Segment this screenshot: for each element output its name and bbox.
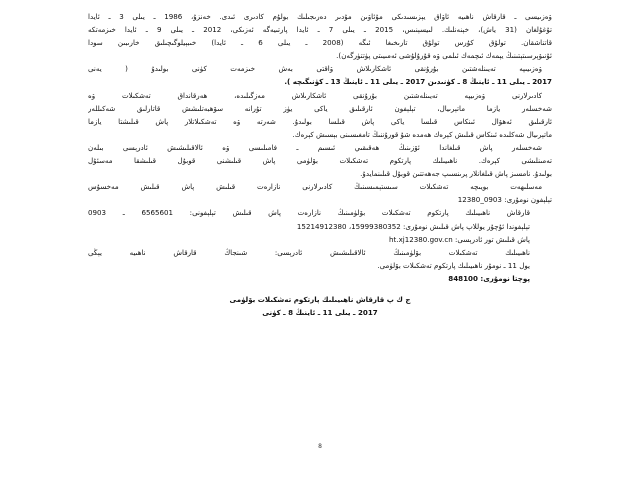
text-line: 2017 ـ يىلى 11 ـ ئاينىڭ 8 ـ كۈنىدىن 2017 ـ يىلى 11 ـ ئاينىڭ 13 ـ كۈنىگىچە ). xyxy=(284,77,552,87)
document-page xyxy=(88,10,552,470)
text-line: تېلېفوندا ئۇچۇر يوللاپ پاش قىلىش نومۇرى: 15999380352، 15214912380 xyxy=(296,221,530,231)
text-line: مەسلىھەت بويىچە تەشكىلات سىستېمىسىنىڭ كادىرلارنى نازارەت قىلىش پاش قىلىش مەخسۇس xyxy=(88,182,542,192)
text-line: ناھىيىلىك تەشكىلات بۆلۈمىنىڭ ئالاقىلىشىش ئادرېسى: شىنجاڭ قارقاش ناھىيە يېڭى xyxy=(88,247,530,257)
signature-issuer: ج ك پ قارقاش ناھىيىلىك پارتكوم تەشكىلات بۆلۈمى xyxy=(229,294,411,304)
text-line: شەخسلەر يازما ماتېرىيال، تېلېفون ئارقىلىق ياكى يۈز تۇرانە سۆھبەتلىشش قاتارلىق شەكىللەر xyxy=(88,103,552,113)
text-line: كادىرلارنى ۋەزىيپە تەيىنلەشتىن بۇرۇنقى ئاشكارىلاش مەزگىلىدە، ھەرقانداق تەشكىلات ۋە xyxy=(88,90,542,100)
text-line: يول 11 ـ نومۇر ناھىيىلىك پارتكوم تەشكىلات بۆلۈمى. xyxy=(377,260,530,270)
text-line: تەمىنلىشى كېرەك. ناھىيىلىك پارتكوم تەشكىلات بۆلۈمى پاش قىلىشنى قوبۇل قىلىشقا مەسئۇل xyxy=(88,156,552,166)
signature-date: 2017 ـ يىلى 11 ـ ئاينىڭ 8 ـ كۈنى xyxy=(262,308,378,318)
text-line: ۋەزىيسى ـ قارقاش ناھىيە ئاۋاق يېزىسىدىكى مۇئاۋىن مۇدىر دەرىجىلىك بولۇم كادىرى ئىدى. خەنزۇ، 1986 ـ يىلى 3 ـ ئايدا xyxy=(88,12,552,21)
text-line: شەخسلەر پاش قىلغاندا ئۆزىنىڭ ھەقىقىي ئىسىم ـ فامىلىسى ۋە ئالاقىلىشىش ئادرېسى بىلەن xyxy=(88,142,542,152)
document-body xyxy=(88,10,552,285)
text-line: قاتناشقان. تولۇق كۇرس تولۇق تارىخىغا ئىگە (2008 ـ يىلى 6 ـ ئايدا) خىبېيلوگىچىلىق خارىبىن سودا xyxy=(88,38,552,48)
text-line: قارقاش ناھىيىلىك پارتكوم تەشكىلات بۆلۈمىنىڭ نازارەت پاش قىلىش تېلېفونى: 6565601 ـ 0903 xyxy=(88,208,530,218)
text-line: ئارقىلىق ئەھۋال ئىنكاس قىلسا ياكى پاش قىلسا بولىدۇ. شەرتە ۋە تەشكىلاتلار پاش قىلىشتا يازما xyxy=(88,116,552,126)
text-line: بولىدۇ. نامسىز پاش قىلغانلار پرىنسىپ جەھەتتىن قوبۇل قىلىنمايدۇ. xyxy=(360,169,552,179)
text-line: پاش قىلىش تور ئادرېسى: ht.xj12380.gov.cn xyxy=(389,234,530,244)
text-line: ۋەزىيىپە تەيىنلەشتىن بۇرۇنقى ئاشكارىلاش ۋاقتى بەش خىزمەت كۈنى بولىدۇ ( يەنى xyxy=(88,64,542,74)
text-line: تېلېفون نومۇرى: 0903_12380 xyxy=(457,195,552,205)
text-line: ماتېرىيال شەكلىدە ئىنكاس قىلىش كېرەك ھەمدە شۇ قورۇننىڭ تامغىسىنى بېسىش كېرەك. xyxy=(292,129,552,139)
text-line: تۇغۇلغان (31 ياش)، خېنەنلىك. لىيسېنىس، 2015 ـ يىلى 7 ـ ئايدا پارتىيەگە ئەزىكى، 2012 ـ يىلى 9 ـ ئايدا خىزمەتكە xyxy=(88,25,552,35)
text-line: پوچتا نومۇرى: 848100 xyxy=(448,273,530,283)
text-line: ئۇنىۋېرسىتېتىنىڭ يېمەك ئىچمەك ئىلمى ۋە قۇرۇلۇشى ئەمىيىتى پۈتتۈرگەن). xyxy=(336,51,552,61)
page-number: 8 xyxy=(318,443,322,450)
